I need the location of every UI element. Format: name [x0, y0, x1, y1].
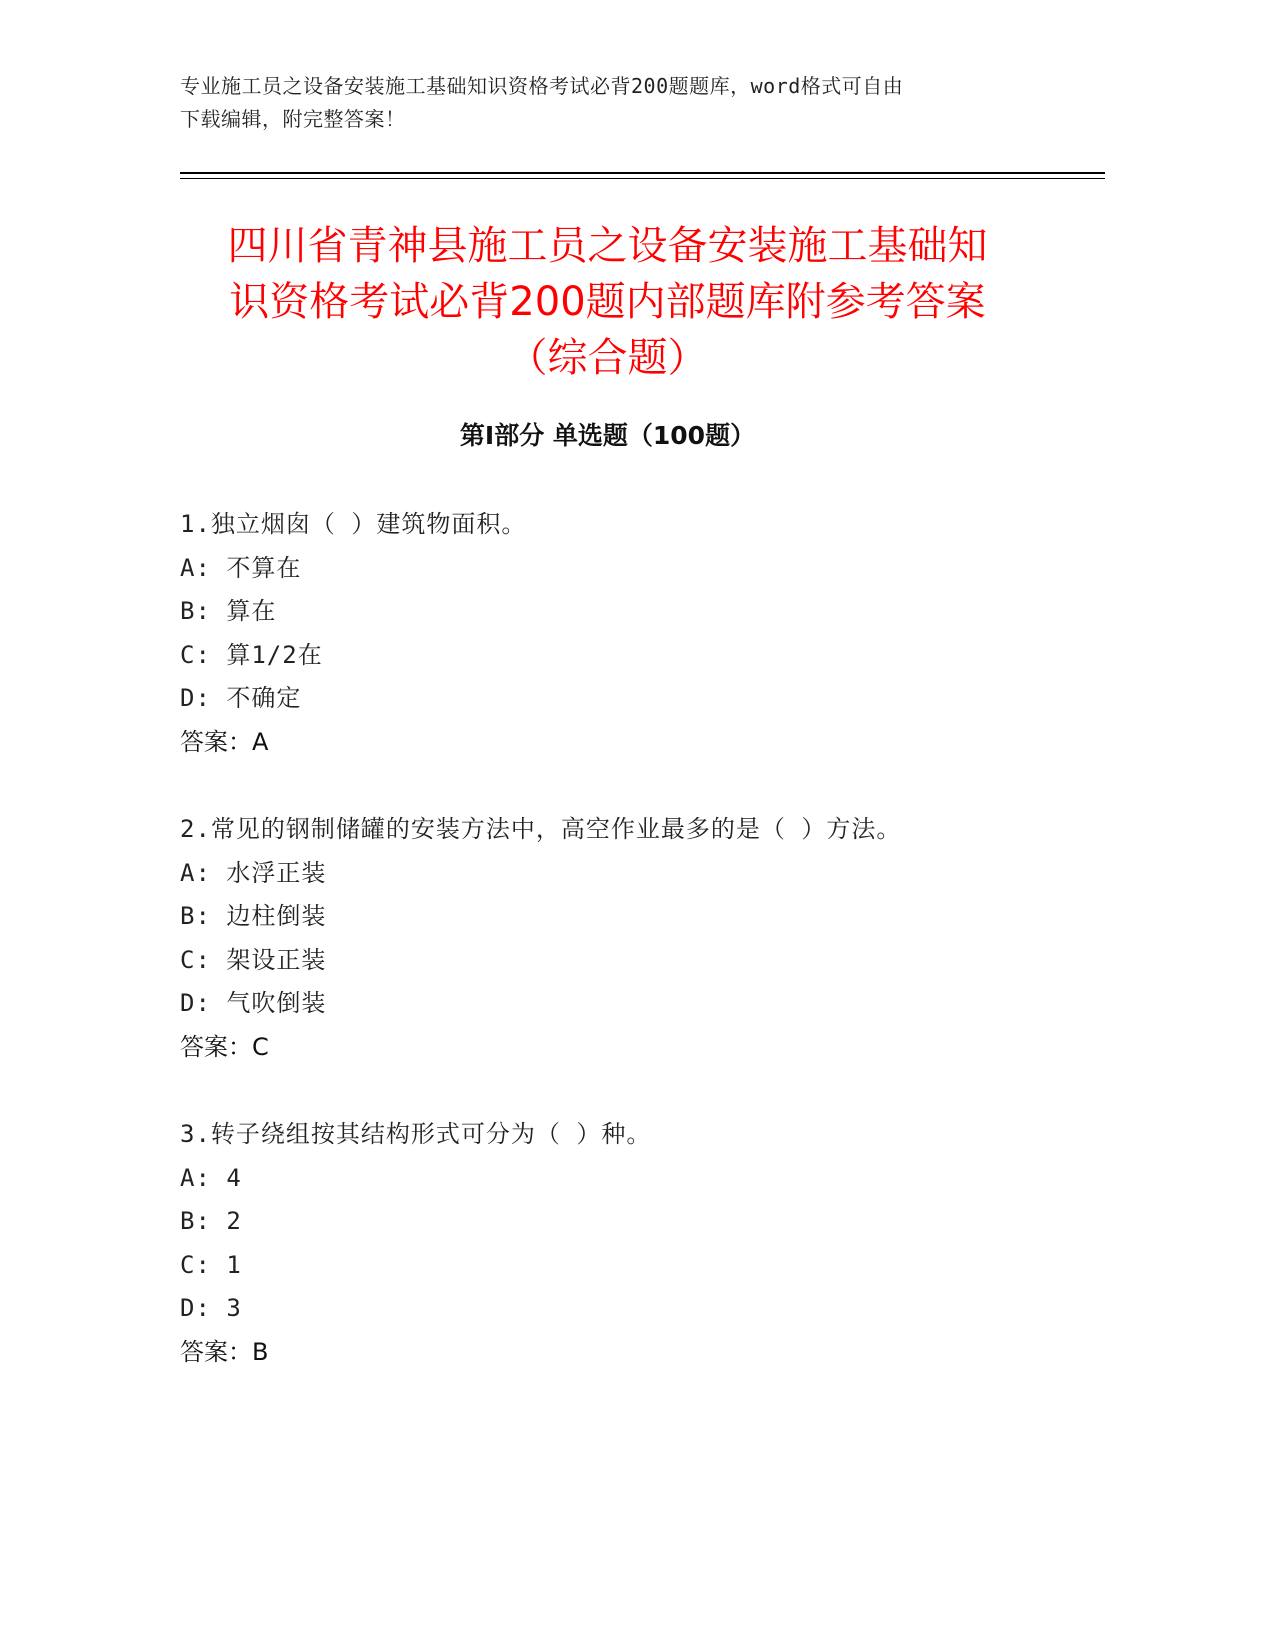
section-heading: 第Ⅰ部分 单选题（100题） — [459, 421, 756, 450]
answer: 答案：A — [180, 727, 269, 756]
option-b: B: 边柱倒装 — [180, 902, 327, 930]
option-a: A: 不算在 — [180, 553, 302, 582]
option-d: D: 3 — [180, 1294, 242, 1322]
header-note — [180, 70, 1040, 136]
option-c: C: 算1/2在 — [180, 640, 323, 669]
answer: 答案：B — [180, 1337, 269, 1366]
document-title-line-2: 识资格考试必背200题内部题库附参考答案 — [229, 279, 986, 325]
answer: 答案：C — [180, 1032, 269, 1061]
header-note-line-2: 下载编辑，附完整答案！ — [180, 107, 406, 131]
header-note-line-1: 专业施工员之设备安装施工基础知识资格考试必背200题题库，word格式可自由 — [180, 74, 904, 98]
document-title-line-1: 四川省青神县施工员之设备安装施工基础知 — [227, 223, 988, 269]
option-b: B: 算在 — [180, 597, 277, 625]
header-divider-thick — [180, 172, 1105, 174]
question-stem: 3.转子绕组按其结构形式可分为（ ）种。 — [180, 1120, 652, 1148]
question-3 — [180, 1113, 1080, 1374]
question-1 — [180, 503, 1080, 764]
question-2 — [180, 808, 1080, 1069]
option-d: D: 气吹倒装 — [180, 989, 327, 1017]
document-title — [150, 218, 1065, 386]
option-a: A: 水浮正装 — [180, 858, 327, 887]
option-c: C: 架设正装 — [180, 945, 327, 974]
option-d: D: 不确定 — [180, 684, 302, 712]
question-stem: 2.常见的钢制储罐的安装方法中，高空作业最多的是（ ）方法。 — [180, 815, 902, 843]
option-c: C: 1 — [180, 1250, 242, 1279]
document-title-line-3: （综合题） — [507, 335, 708, 381]
option-a: A: 4 — [180, 1163, 242, 1192]
question-stem: 1.独立烟囱（ ）建筑物面积。 — [180, 510, 527, 538]
header-divider-thin — [180, 178, 1105, 179]
option-b: B: 2 — [180, 1207, 242, 1235]
